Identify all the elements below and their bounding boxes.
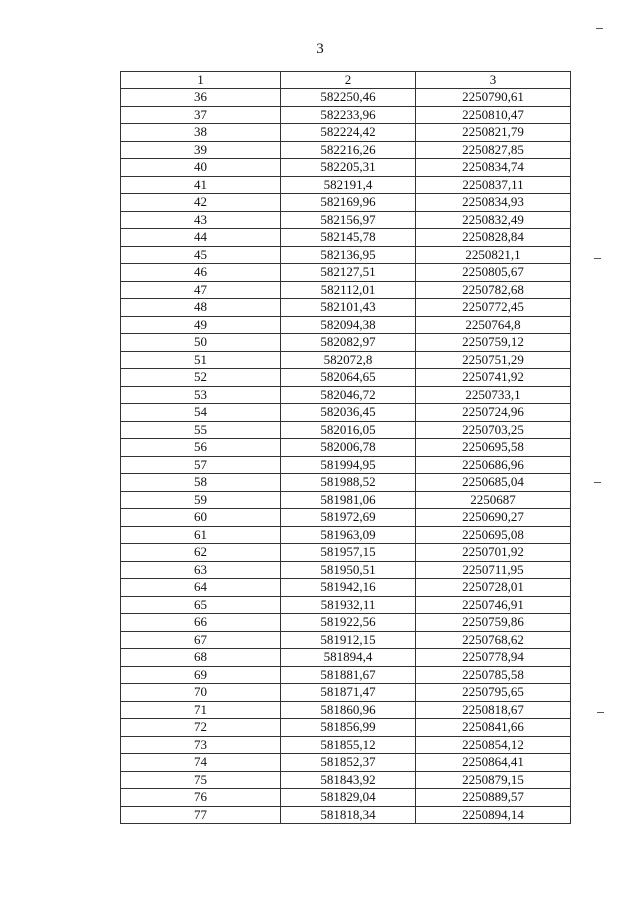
table-row (121, 491, 571, 509)
point-number-cell: 71 (121, 701, 281, 719)
table-row (121, 89, 571, 107)
x-coordinate-cell: 582216,26 (281, 141, 416, 159)
y-coordinate-cell: 2250690,27 (416, 509, 571, 527)
table-row (121, 421, 571, 439)
x-coordinate-cell: 582036,45 (281, 404, 416, 422)
y-coordinate-cell: 2250805,67 (416, 264, 571, 282)
point-number-cell: 77 (121, 806, 281, 824)
point-number-cell: 60 (121, 509, 281, 527)
x-coordinate-cell: 581922,56 (281, 614, 416, 632)
point-number-cell: 46 (121, 264, 281, 282)
table-row (121, 526, 571, 544)
point-number-cell: 74 (121, 754, 281, 772)
margin-mark (597, 712, 604, 713)
point-number-cell: 48 (121, 299, 281, 317)
y-coordinate-cell: 2250778,94 (416, 649, 571, 667)
x-coordinate-cell: 581981,06 (281, 491, 416, 509)
point-number-cell: 52 (121, 369, 281, 387)
table-row (121, 789, 571, 807)
y-coordinate-cell: 2250751,29 (416, 351, 571, 369)
x-coordinate-cell: 582224,42 (281, 124, 416, 142)
point-number-cell: 70 (121, 684, 281, 702)
point-number-cell: 66 (121, 614, 281, 632)
margin-mark (596, 28, 603, 29)
table-row (121, 334, 571, 352)
point-number-cell: 36 (121, 89, 281, 107)
x-coordinate-cell: 582169,96 (281, 194, 416, 212)
point-number-cell: 53 (121, 386, 281, 404)
y-coordinate-cell: 2250795,65 (416, 684, 571, 702)
point-number-cell: 54 (121, 404, 281, 422)
x-coordinate-cell: 581818,34 (281, 806, 416, 824)
y-coordinate-cell: 2250889,57 (416, 789, 571, 807)
y-coordinate-cell: 2250741,92 (416, 369, 571, 387)
table-row (121, 439, 571, 457)
y-coordinate-cell: 2250834,74 (416, 159, 571, 177)
point-number-cell: 58 (121, 474, 281, 492)
y-coordinate-cell: 2250821,79 (416, 124, 571, 142)
table-row (121, 386, 571, 404)
point-number-cell: 41 (121, 176, 281, 194)
y-coordinate-cell: 2250746,91 (416, 596, 571, 614)
x-coordinate-cell: 582016,05 (281, 421, 416, 439)
table-header-row (121, 72, 571, 89)
y-coordinate-cell: 2250733,1 (416, 386, 571, 404)
table-row (121, 176, 571, 194)
y-coordinate-cell: 2250703,25 (416, 421, 571, 439)
table-row (121, 456, 571, 474)
y-coordinate-cell: 2250821,1 (416, 246, 571, 264)
header-cell-2: 2 (281, 72, 416, 89)
point-number-cell: 56 (121, 439, 281, 457)
y-coordinate-cell: 2250832,49 (416, 211, 571, 229)
y-coordinate-cell: 2250768,62 (416, 631, 571, 649)
point-number-cell: 72 (121, 719, 281, 737)
y-coordinate-cell: 2250759,86 (416, 614, 571, 632)
x-coordinate-cell: 581950,51 (281, 561, 416, 579)
margin-mark (594, 258, 601, 259)
table-row (121, 141, 571, 159)
x-coordinate-cell: 581963,09 (281, 526, 416, 544)
y-coordinate-cell: 2250687 (416, 491, 571, 509)
table-row (121, 684, 571, 702)
y-coordinate-cell: 2250827,85 (416, 141, 571, 159)
y-coordinate-cell: 2250686,96 (416, 456, 571, 474)
y-coordinate-cell: 2250695,08 (416, 526, 571, 544)
y-coordinate-cell: 2250728,01 (416, 579, 571, 597)
point-number-cell: 49 (121, 316, 281, 334)
table-row (121, 106, 571, 124)
y-coordinate-cell: 2250894,14 (416, 806, 571, 824)
table-row (121, 509, 571, 527)
point-number-cell: 40 (121, 159, 281, 177)
table-row (121, 299, 571, 317)
point-number-cell: 68 (121, 649, 281, 667)
x-coordinate-cell: 582064,65 (281, 369, 416, 387)
table-row (121, 246, 571, 264)
x-coordinate-cell: 581871,47 (281, 684, 416, 702)
y-coordinate-cell: 2250834,93 (416, 194, 571, 212)
x-coordinate-cell: 582082,97 (281, 334, 416, 352)
x-coordinate-cell: 582072,8 (281, 351, 416, 369)
point-number-cell: 39 (121, 141, 281, 159)
y-coordinate-cell: 2250785,58 (416, 666, 571, 684)
x-coordinate-cell: 581843,92 (281, 771, 416, 789)
y-coordinate-cell: 2250841,66 (416, 719, 571, 737)
x-coordinate-cell: 582136,95 (281, 246, 416, 264)
y-coordinate-cell: 2250828,84 (416, 229, 571, 247)
point-number-cell: 65 (121, 596, 281, 614)
table-row (121, 631, 571, 649)
point-number-cell: 55 (121, 421, 281, 439)
table-row (121, 596, 571, 614)
point-number-cell: 75 (121, 771, 281, 789)
x-coordinate-cell: 582094,38 (281, 316, 416, 334)
margin-mark (594, 482, 601, 483)
table-row (121, 211, 571, 229)
table-row (121, 561, 571, 579)
table-row (121, 544, 571, 562)
point-number-cell: 37 (121, 106, 281, 124)
table-row (121, 351, 571, 369)
table-row (121, 736, 571, 754)
point-number-cell: 50 (121, 334, 281, 352)
table-row (121, 159, 571, 177)
x-coordinate-cell: 582127,51 (281, 264, 416, 282)
table-row (121, 316, 571, 334)
table-row (121, 719, 571, 737)
y-coordinate-cell: 2250782,68 (416, 281, 571, 299)
y-coordinate-cell: 2250764,8 (416, 316, 571, 334)
x-coordinate-cell: 582112,01 (281, 281, 416, 299)
y-coordinate-cell: 2250685,04 (416, 474, 571, 492)
point-number-cell: 76 (121, 789, 281, 807)
point-number-cell: 51 (121, 351, 281, 369)
x-coordinate-cell: 581894,4 (281, 649, 416, 667)
y-coordinate-cell: 2250837,11 (416, 176, 571, 194)
x-coordinate-cell: 581932,11 (281, 596, 416, 614)
header-cell-1: 1 (121, 72, 281, 89)
point-number-cell: 38 (121, 124, 281, 142)
table-row (121, 369, 571, 387)
y-coordinate-cell: 2250854,12 (416, 736, 571, 754)
table-row (121, 649, 571, 667)
x-coordinate-cell: 581912,15 (281, 631, 416, 649)
table-row (121, 229, 571, 247)
x-coordinate-cell: 581972,69 (281, 509, 416, 527)
point-number-cell: 69 (121, 666, 281, 684)
point-number-cell: 42 (121, 194, 281, 212)
table-row (121, 754, 571, 772)
y-coordinate-cell: 2250759,12 (416, 334, 571, 352)
table-row (121, 474, 571, 492)
y-coordinate-cell: 2250701,92 (416, 544, 571, 562)
point-number-cell: 44 (121, 229, 281, 247)
y-coordinate-cell: 2250772,45 (416, 299, 571, 317)
x-coordinate-cell: 581942,16 (281, 579, 416, 597)
header-cell-3: 3 (416, 72, 571, 89)
table-row (121, 579, 571, 597)
point-number-cell: 59 (121, 491, 281, 509)
x-coordinate-cell: 582006,78 (281, 439, 416, 457)
point-number-cell: 57 (121, 456, 281, 474)
table-row (121, 806, 571, 824)
table-row (121, 614, 571, 632)
x-coordinate-cell: 582156,97 (281, 211, 416, 229)
y-coordinate-cell: 2250790,61 (416, 89, 571, 107)
point-number-cell: 64 (121, 579, 281, 597)
x-coordinate-cell: 581852,37 (281, 754, 416, 772)
x-coordinate-cell: 582205,31 (281, 159, 416, 177)
page-number: 3 (316, 41, 324, 57)
x-coordinate-cell: 582145,78 (281, 229, 416, 247)
point-number-cell: 45 (121, 246, 281, 264)
x-coordinate-cell: 581855,12 (281, 736, 416, 754)
x-coordinate-cell: 582250,46 (281, 89, 416, 107)
y-coordinate-cell: 2250864,41 (416, 754, 571, 772)
table-row (121, 264, 571, 282)
x-coordinate-cell: 581829,04 (281, 789, 416, 807)
table-row (121, 194, 571, 212)
y-coordinate-cell: 2250695,58 (416, 439, 571, 457)
y-coordinate-cell: 2250818,67 (416, 701, 571, 719)
table-row (121, 124, 571, 142)
point-number-cell: 47 (121, 281, 281, 299)
x-coordinate-cell: 581860,96 (281, 701, 416, 719)
y-coordinate-cell: 2250810,47 (416, 106, 571, 124)
point-number-cell: 43 (121, 211, 281, 229)
x-coordinate-cell: 582233,96 (281, 106, 416, 124)
point-number-cell: 73 (121, 736, 281, 754)
y-coordinate-cell: 2250724,96 (416, 404, 571, 422)
coordinates-table (120, 71, 571, 824)
x-coordinate-cell: 582101,43 (281, 299, 416, 317)
x-coordinate-cell: 582191,4 (281, 176, 416, 194)
table-row (121, 771, 571, 789)
x-coordinate-cell: 582046,72 (281, 386, 416, 404)
table-body (121, 72, 571, 824)
table-row (121, 701, 571, 719)
x-coordinate-cell: 581988,52 (281, 474, 416, 492)
y-coordinate-cell: 2250711,95 (416, 561, 571, 579)
table-row (121, 404, 571, 422)
y-coordinate-cell: 2250879,15 (416, 771, 571, 789)
x-coordinate-cell: 581856,99 (281, 719, 416, 737)
x-coordinate-cell: 581994,95 (281, 456, 416, 474)
point-number-cell: 61 (121, 526, 281, 544)
point-number-cell: 62 (121, 544, 281, 562)
point-number-cell: 67 (121, 631, 281, 649)
x-coordinate-cell: 581881,67 (281, 666, 416, 684)
point-number-cell: 63 (121, 561, 281, 579)
table-row (121, 281, 571, 299)
x-coordinate-cell: 581957,15 (281, 544, 416, 562)
table-row (121, 666, 571, 684)
